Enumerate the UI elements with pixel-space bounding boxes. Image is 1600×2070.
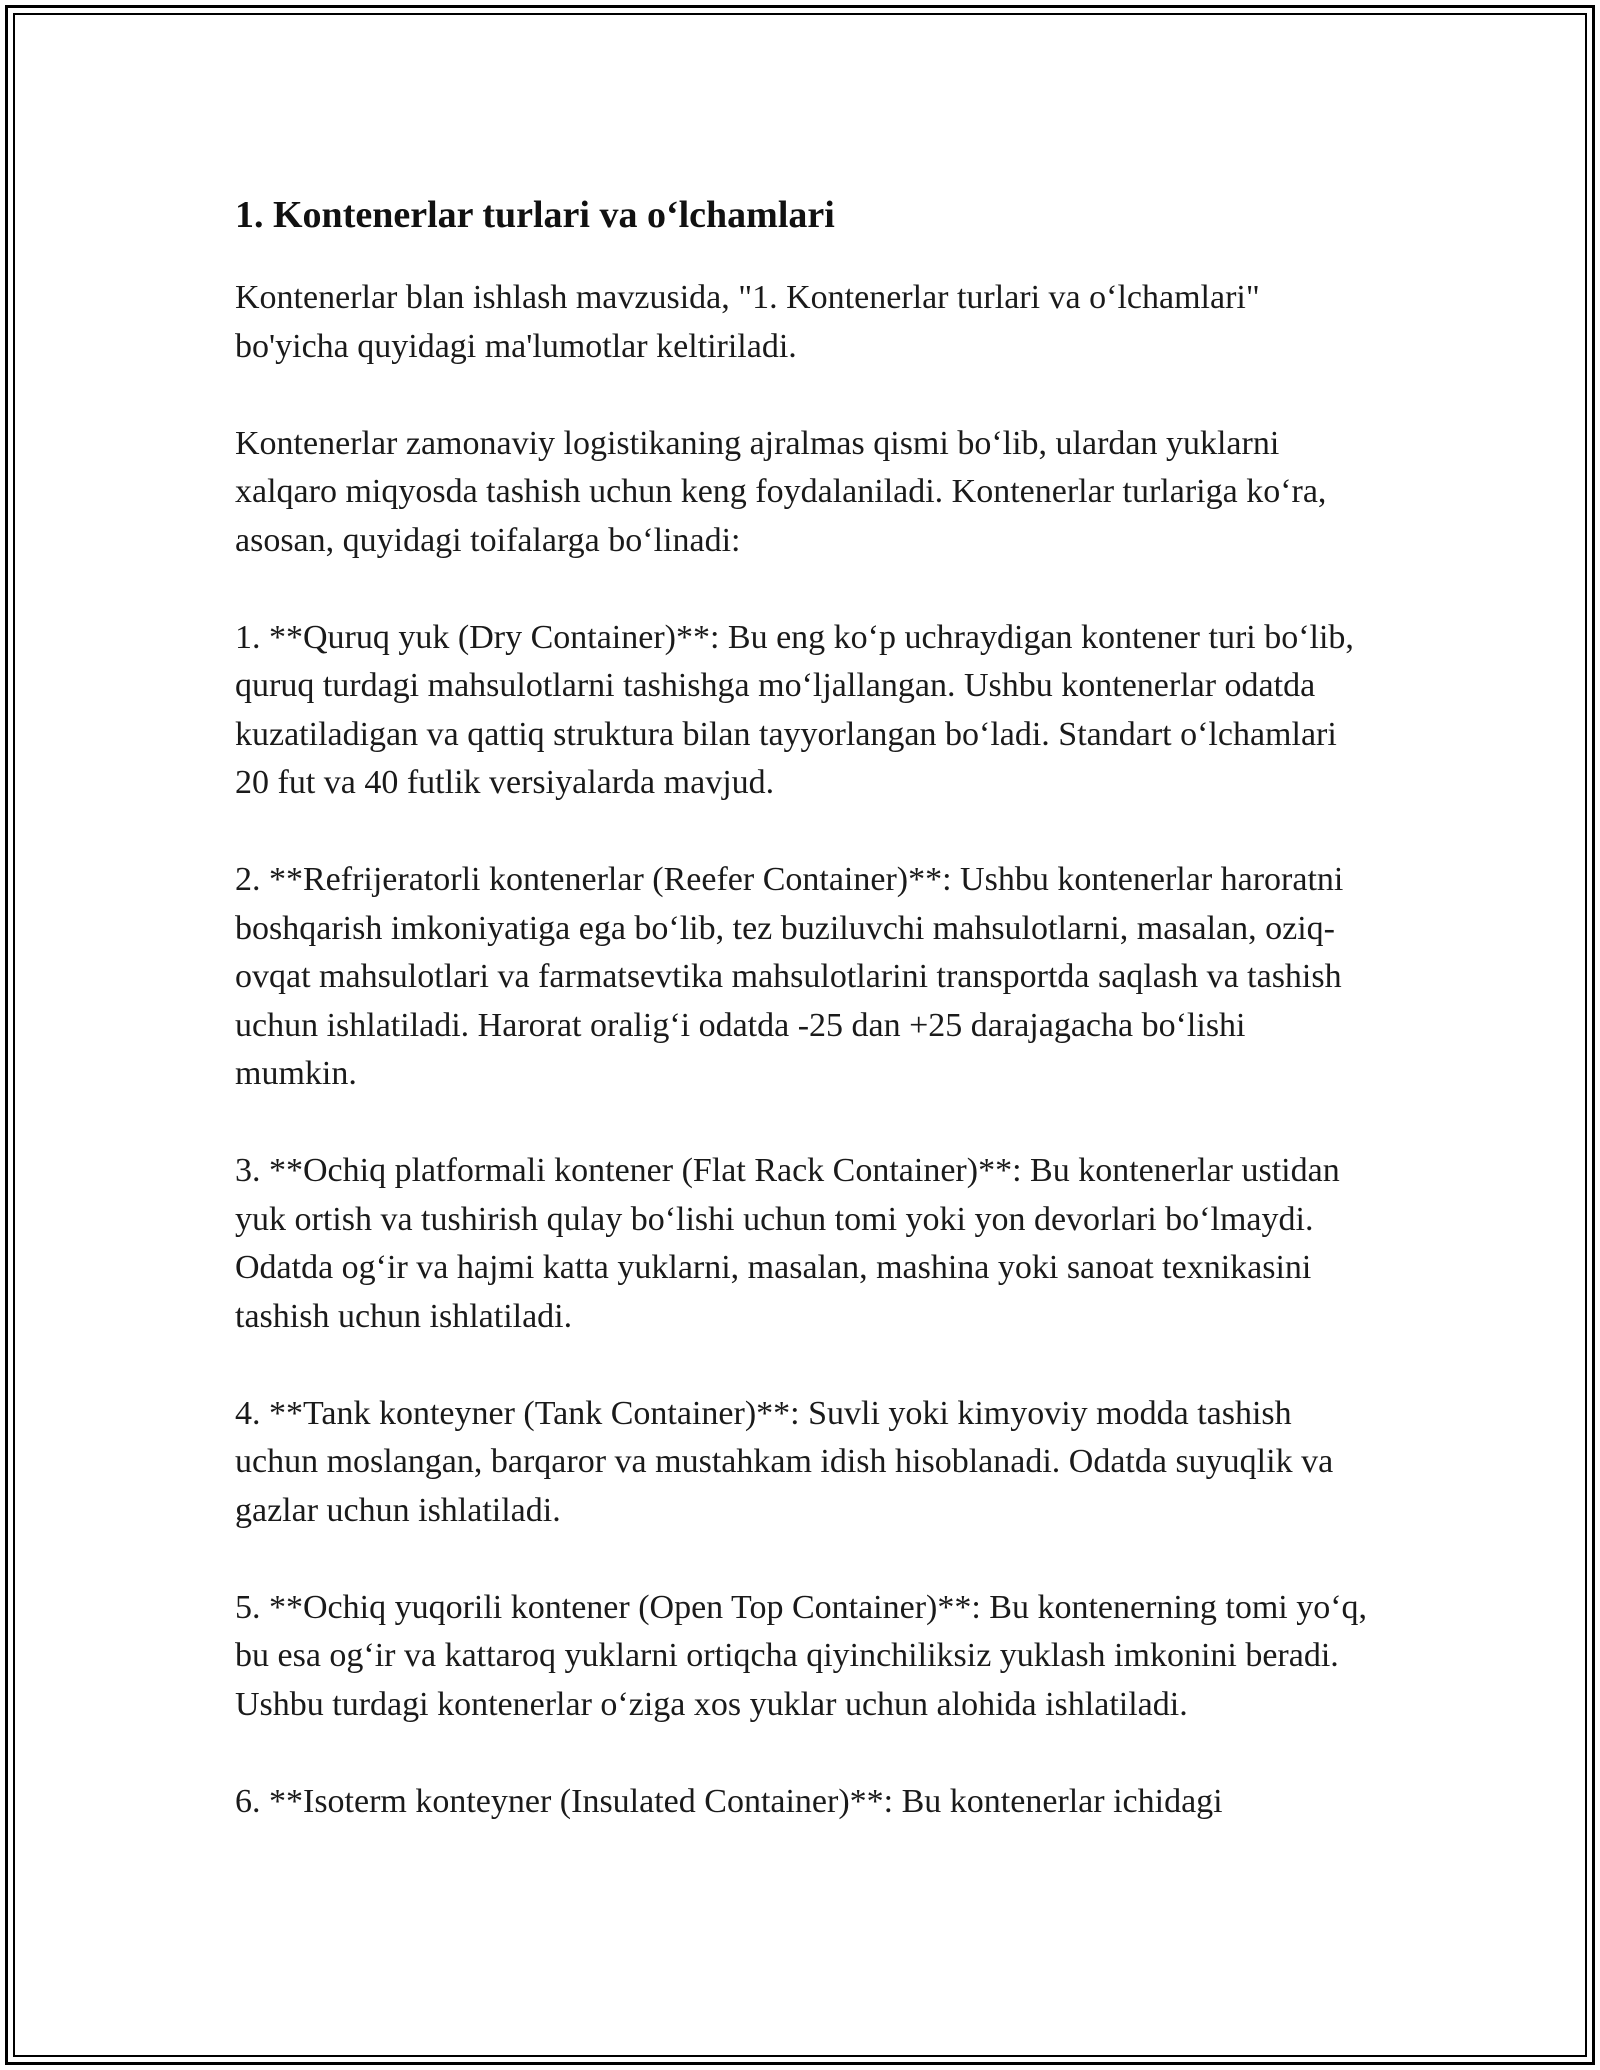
overview-paragraph: Kontenerlar zamonaviy logistikaning ajralmas qismi bo‘lib, ulardan yuklarni xalqaro miqyosda tashish uchun keng foydalaniladi. Kontenerlar turlariga ko‘ra, asosan, quyidagi toifalarga bo‘linadi: <box>235 424 1327 559</box>
document-title: 1. Kontenerlar turlari va o‘lchamlari <box>235 194 835 236</box>
list-item-insulated-container: 6. **Isoterm konteyner (Insulated Container)**: Bu kontenerlar ichidagi <box>235 1782 1223 1820</box>
list-item-flat-rack-container: 3. **Ochiq platformali kontener (Flat Rack Container)**: Bu kontenerlar ustidan yuk ortish va tushirish qulay bo‘lishi uchun tomi yoki yon devorlari bo‘lmaydi. Odatda og‘ir va hajmi katta yuklarni, masalan, mashina yoki sanoat texnikasini tashish uchun ishlatiladi. <box>235 1152 1340 1335</box>
document-body <box>235 186 1375 1826</box>
list-item-dry-container: 1. **Quruq yuk (Dry Container)**: Bu eng ko‘p uchraydigan kontener turi bo‘lib, quruq turdagi mahsulotlarni tashishga mo‘ljallangan. Ushbu kontenerlar odatda kuzatiladigan va qattiq struktura bilan tayyorlangan bo‘ladi. Standart o‘lchamlari 20 fut va 40 futlik versiyalarda mavjud. <box>235 618 1354 801</box>
list-item-open-top-container: 5. **Ochiq yuqorili kontener (Open Top Container)**: Bu kontenerning tomi yo‘q, bu esa og‘ir va kattaroq yuklarni ortiqcha qiyinchiliksiz yuklash imkonini beradi. Ushbu turdagi kontenerlar o‘ziga xos yuklar uchun alohida ishlatiladi. <box>235 1588 1368 1723</box>
list-item-tank-container: 4. **Tank konteyner (Tank Container)**: Suvli yoki kimyoviy modda tashish uchun moslangan, barqaror va mustahkam idish hisoblanadi. Odatda suyuqlik va gazlar uchun ishlatiladi. <box>235 1394 1334 1529</box>
intro-paragraph: Kontenerlar blan ishlash mavzusida, "1. Kontenerlar turlari va o‘lchamlari" bo'yicha quyidagi ma'lumotlar keltiriladi. <box>235 279 1260 365</box>
list-item-reefer-container: 2. **Refrijeratorli kontenerlar (Reefer Container)**: Ushbu kontenerlar haroratni boshqarish imkoniyatiga ega bo‘lib, tez buziluvchi mahsulotlarni, masalan, oziq-ovqat mahsulotlari va farmatsevtika mahsulotlarini transportda saqlash va tashish uchun ishlatiladi. Harorat oralig‘i odatda -25 dan +25 darajagacha bo‘lishi mumkin. <box>235 861 1344 1092</box>
